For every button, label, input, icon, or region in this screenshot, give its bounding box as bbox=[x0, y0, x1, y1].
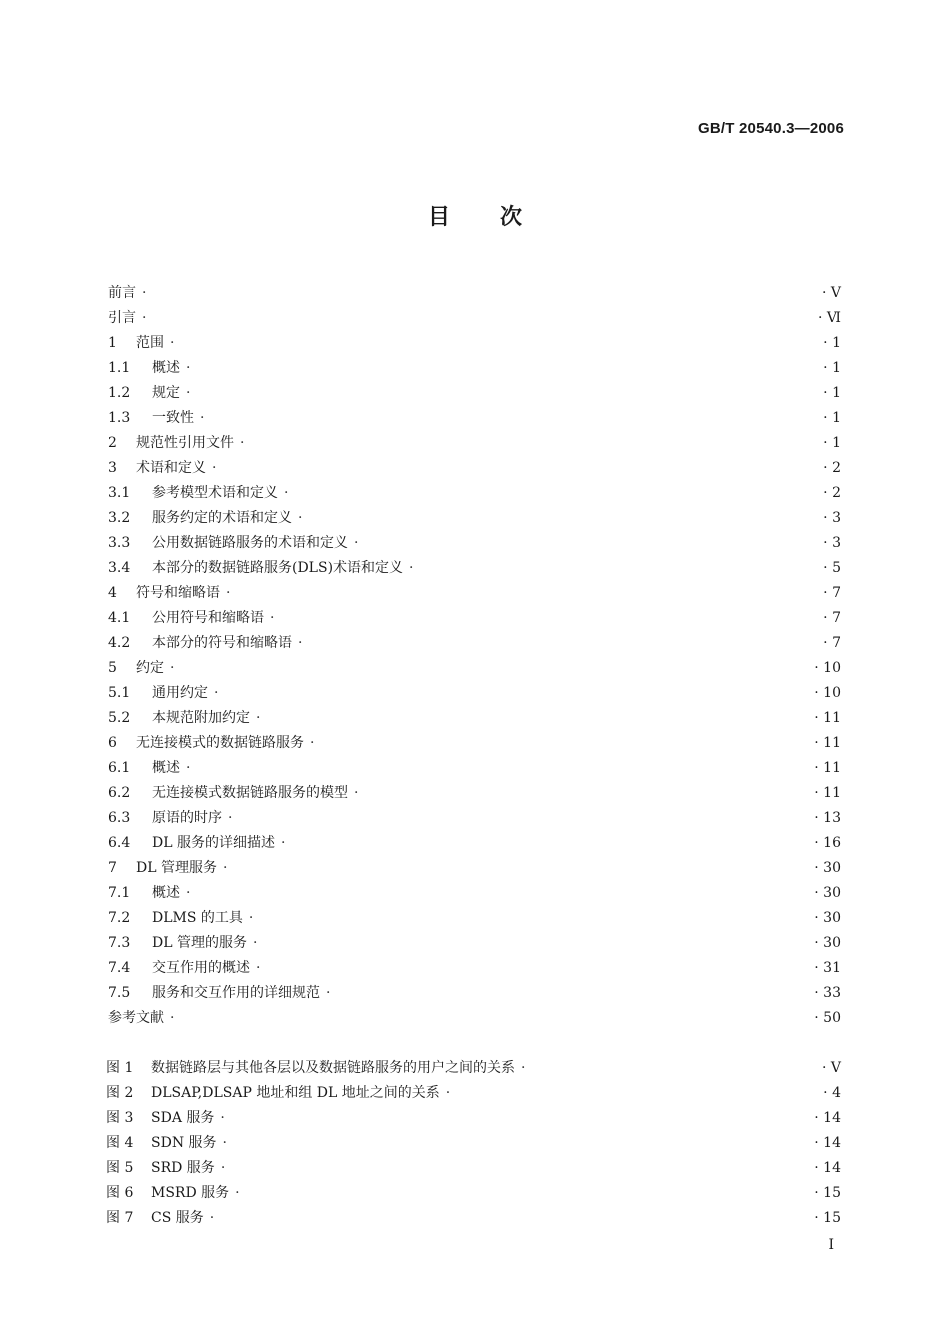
table-of-contents bbox=[108, 281, 841, 1031]
figure-entry[interactable] bbox=[106, 1156, 841, 1181]
dot-leader bbox=[164, 656, 814, 681]
entry-number: 4 bbox=[108, 585, 117, 601]
dot-leader bbox=[264, 606, 823, 631]
entry-number: 3.4 bbox=[108, 560, 131, 576]
entry-page-number: · 13 bbox=[814, 806, 841, 831]
entry-number: 3.3 bbox=[108, 535, 131, 551]
entry-title: 规定 bbox=[152, 385, 180, 401]
entry-number: 6.2 bbox=[108, 785, 131, 801]
figure-entry[interactable] bbox=[106, 1106, 841, 1131]
entry-title: 概述 bbox=[152, 885, 180, 901]
entry-number: 7.3 bbox=[108, 935, 131, 951]
entry-title: 无连接模式的数据链路服务 bbox=[136, 735, 304, 751]
dot-leader bbox=[180, 756, 814, 781]
entry-page-number: · 7 bbox=[823, 606, 841, 631]
entry-title: DL 服务的详细描述 bbox=[152, 835, 275, 851]
dot-leader bbox=[275, 831, 814, 856]
dot-leader bbox=[292, 506, 823, 531]
figure-entry[interactable] bbox=[106, 1181, 841, 1206]
entry-title: SDA 服务 bbox=[151, 1110, 215, 1126]
toc-entry[interactable] bbox=[108, 781, 841, 806]
dot-leader bbox=[320, 981, 814, 1006]
toc-entry[interactable] bbox=[108, 556, 841, 581]
entry-title: 交互作用的概述 bbox=[152, 960, 250, 976]
toc-entry[interactable] bbox=[108, 806, 841, 831]
entry-title: 范围 bbox=[136, 335, 164, 351]
entry-number: 4.1 bbox=[108, 610, 131, 626]
dot-leader bbox=[215, 1156, 814, 1181]
entry-page-number: · 1 bbox=[823, 356, 841, 381]
standard-number: GB/T 20540.3—2006 bbox=[698, 120, 844, 137]
toc-entry[interactable] bbox=[108, 756, 841, 781]
entry-number: 1.3 bbox=[108, 410, 131, 426]
entry-page-number: · 1 bbox=[823, 431, 841, 456]
toc-entry[interactable] bbox=[108, 906, 841, 931]
toc-entry[interactable] bbox=[108, 531, 841, 556]
entry-page-number: · 2 bbox=[823, 481, 841, 506]
entry-title: 数据链路层与其他各层以及数据链路服务的用户之间的关系 bbox=[151, 1060, 515, 1076]
entry-title: CS 服务 bbox=[151, 1210, 204, 1226]
toc-entry[interactable] bbox=[108, 606, 841, 631]
dot-leader bbox=[348, 781, 814, 806]
entry-number: 6.1 bbox=[108, 760, 131, 776]
toc-entry[interactable] bbox=[108, 1006, 841, 1031]
figure-entry[interactable] bbox=[106, 1056, 841, 1081]
toc-entry[interactable] bbox=[108, 581, 841, 606]
entry-number: 图 4 bbox=[106, 1135, 134, 1151]
figure-list bbox=[106, 1056, 841, 1231]
entry-title: 公用数据链路服务的术语和定义 bbox=[152, 535, 348, 551]
entry-number: 2 bbox=[108, 435, 117, 451]
entry-title: SDN 服务 bbox=[151, 1135, 217, 1151]
dot-leader bbox=[220, 581, 823, 606]
entry-title: 本部分的数据链路服务(DLS)术语和定义 bbox=[152, 560, 404, 576]
entry-number: 5.1 bbox=[108, 685, 131, 701]
toc-entry[interactable] bbox=[108, 356, 841, 381]
toc-entry[interactable] bbox=[108, 381, 841, 406]
entry-title: 概述 bbox=[152, 360, 180, 376]
entry-title: 无连接模式数据链路服务的模型 bbox=[152, 785, 348, 801]
entry-number: 7.5 bbox=[108, 985, 131, 1001]
entry-title: 规范性引用文件 bbox=[136, 435, 234, 451]
entry-page-number: · 33 bbox=[814, 981, 841, 1006]
entry-number: 图 7 bbox=[106, 1210, 134, 1226]
dot-leader bbox=[247, 931, 814, 956]
entry-page-number: · 31 bbox=[814, 956, 841, 981]
dot-leader bbox=[229, 1181, 814, 1206]
entry-page-number: · 2 bbox=[823, 456, 841, 481]
entry-page-number: · 3 bbox=[823, 531, 841, 556]
entry-title: 本部分的符号和缩略语 bbox=[152, 635, 292, 651]
toc-entry[interactable] bbox=[108, 306, 841, 331]
dot-leader bbox=[250, 706, 814, 731]
dot-leader bbox=[214, 1106, 814, 1131]
entry-page-number: · 11 bbox=[814, 781, 841, 806]
entry-page-number: · 10 bbox=[814, 681, 841, 706]
figure-entry[interactable] bbox=[106, 1206, 841, 1231]
dot-leader bbox=[348, 531, 823, 556]
entry-title: 原语的时序 bbox=[152, 810, 222, 826]
entry-title: 通用约定 bbox=[152, 685, 208, 701]
entry-number: 3.2 bbox=[108, 510, 131, 526]
dot-leader bbox=[234, 431, 823, 456]
toc-entry[interactable] bbox=[108, 981, 841, 1006]
entry-title: 引言 bbox=[108, 310, 136, 326]
entry-title: 前言 bbox=[108, 285, 136, 301]
dot-leader bbox=[278, 481, 823, 506]
entry-title: DL 管理服务 bbox=[136, 860, 217, 876]
entry-number: 5.2 bbox=[108, 710, 131, 726]
entry-number: 图 2 bbox=[106, 1085, 134, 1101]
entry-page-number: · 7 bbox=[823, 631, 841, 656]
entry-page-number: · 5 bbox=[823, 556, 841, 581]
entry-page-number: · 11 bbox=[814, 706, 841, 731]
entry-title: 参考文献 bbox=[108, 1010, 164, 1026]
entry-page-number: · 10 bbox=[814, 656, 841, 681]
entry-page-number: · 11 bbox=[814, 756, 841, 781]
entry-page-number: · 50 bbox=[814, 1006, 841, 1031]
entry-number: 7.1 bbox=[108, 885, 131, 901]
entry-number: 图 1 bbox=[106, 1060, 134, 1076]
entry-page-number: · 1 bbox=[823, 381, 841, 406]
toc-entry[interactable] bbox=[108, 681, 841, 706]
entry-page-number: · 14 bbox=[814, 1106, 841, 1131]
entry-page-number: · 1 bbox=[823, 406, 841, 431]
entry-title: 本规范附加约定 bbox=[152, 710, 250, 726]
entry-number: 1.1 bbox=[108, 360, 131, 376]
toc-entry[interactable] bbox=[108, 481, 841, 506]
entry-page-number: · 15 bbox=[814, 1181, 841, 1206]
entry-number: 3.1 bbox=[108, 485, 131, 501]
dot-leader bbox=[136, 281, 822, 306]
entry-number: 5 bbox=[108, 660, 117, 676]
dot-leader bbox=[304, 731, 814, 756]
entry-title: MSRD 服务 bbox=[151, 1185, 230, 1201]
entry-title: 术语和定义 bbox=[136, 460, 206, 476]
entry-title: 约定 bbox=[136, 660, 164, 676]
entry-number: 3 bbox=[108, 460, 117, 476]
entry-page-number: · 4 bbox=[823, 1081, 841, 1106]
entry-page-number: · V bbox=[822, 281, 841, 306]
toc-entry[interactable] bbox=[108, 281, 841, 306]
toc-entry[interactable] bbox=[108, 831, 841, 856]
dot-leader bbox=[515, 1056, 822, 1081]
entry-number: 1 bbox=[108, 335, 117, 351]
page-number: I bbox=[828, 1237, 834, 1253]
page-title: 目次 bbox=[427, 205, 572, 230]
entry-title: 服务约定的术语和定义 bbox=[152, 510, 292, 526]
dot-leader bbox=[250, 956, 814, 981]
entry-title: 概述 bbox=[152, 760, 180, 776]
toc-entry[interactable] bbox=[108, 956, 841, 981]
toc-entry[interactable] bbox=[108, 856, 841, 881]
entry-page-number: · 30 bbox=[814, 906, 841, 931]
toc-entry[interactable] bbox=[108, 731, 841, 756]
dot-leader bbox=[222, 806, 814, 831]
entry-number: 1.2 bbox=[108, 385, 131, 401]
dot-leader bbox=[217, 1131, 815, 1156]
entry-page-number: · Ⅵ bbox=[818, 306, 841, 331]
dot-leader bbox=[243, 906, 814, 931]
toc-entry[interactable] bbox=[108, 331, 841, 356]
entry-number: 7.2 bbox=[108, 910, 131, 926]
entry-page-number: · 3 bbox=[823, 506, 841, 531]
entry-page-number: · 1 bbox=[823, 331, 841, 356]
entry-number: 图 5 bbox=[106, 1160, 134, 1176]
entry-page-number: · 11 bbox=[814, 731, 841, 756]
figure-entry[interactable] bbox=[106, 1131, 841, 1156]
entry-page-number: · 30 bbox=[814, 931, 841, 956]
entry-page-number: · V bbox=[822, 1056, 841, 1081]
dot-leader bbox=[180, 356, 823, 381]
entry-number: 图 6 bbox=[106, 1185, 134, 1201]
entry-page-number: · 14 bbox=[814, 1156, 841, 1181]
entry-title: 一致性 bbox=[152, 410, 194, 426]
entry-number: 7.4 bbox=[108, 960, 131, 976]
dot-leader bbox=[194, 406, 823, 431]
entry-number: 6 bbox=[108, 735, 117, 751]
entry-page-number: · 30 bbox=[814, 881, 841, 906]
dot-leader bbox=[136, 306, 818, 331]
entry-number: 7 bbox=[108, 860, 117, 876]
dot-leader bbox=[403, 556, 823, 581]
entry-page-number: · 15 bbox=[814, 1206, 841, 1231]
dot-leader bbox=[208, 681, 814, 706]
entry-title: DL 管理的服务 bbox=[152, 935, 247, 951]
toc-entry[interactable] bbox=[108, 406, 841, 431]
dot-leader bbox=[217, 856, 814, 881]
entry-page-number: · 30 bbox=[814, 856, 841, 881]
entry-title: 公用符号和缩略语 bbox=[152, 610, 264, 626]
entry-title: DLSAP,DLSAP 地址和组 DL 地址之间的关系 bbox=[151, 1085, 440, 1101]
toc-entry[interactable] bbox=[108, 506, 841, 531]
dot-leader bbox=[164, 331, 823, 356]
dot-leader bbox=[180, 881, 814, 906]
entry-page-number: · 16 bbox=[814, 831, 841, 856]
entry-title: DLMS 的工具 bbox=[152, 910, 243, 926]
dot-leader bbox=[180, 381, 823, 406]
entry-number: 4.2 bbox=[108, 635, 131, 651]
toc-entry[interactable] bbox=[108, 431, 841, 456]
dot-leader bbox=[440, 1081, 823, 1106]
toc-entry[interactable] bbox=[108, 656, 841, 681]
dot-leader bbox=[206, 456, 823, 481]
entry-title: 符号和缩略语 bbox=[136, 585, 220, 601]
toc-entry[interactable] bbox=[108, 881, 841, 906]
entry-number: 6.3 bbox=[108, 810, 131, 826]
dot-leader bbox=[292, 631, 823, 656]
entry-number: 6.4 bbox=[108, 835, 131, 851]
entry-page-number: · 7 bbox=[823, 581, 841, 606]
entry-page-number: · 14 bbox=[814, 1131, 841, 1156]
entry-number: 图 3 bbox=[106, 1110, 134, 1126]
entry-title: 参考模型术语和定义 bbox=[152, 485, 278, 501]
dot-leader bbox=[204, 1206, 815, 1231]
entry-title: 服务和交互作用的详细规范 bbox=[152, 985, 320, 1001]
dot-leader bbox=[164, 1006, 814, 1031]
toc-entry[interactable] bbox=[108, 631, 841, 656]
toc-entry[interactable] bbox=[108, 931, 841, 956]
toc-entry[interactable] bbox=[108, 706, 841, 731]
toc-entry[interactable] bbox=[108, 456, 841, 481]
figure-entry[interactable] bbox=[106, 1081, 841, 1106]
entry-title: SRD 服务 bbox=[151, 1160, 215, 1176]
